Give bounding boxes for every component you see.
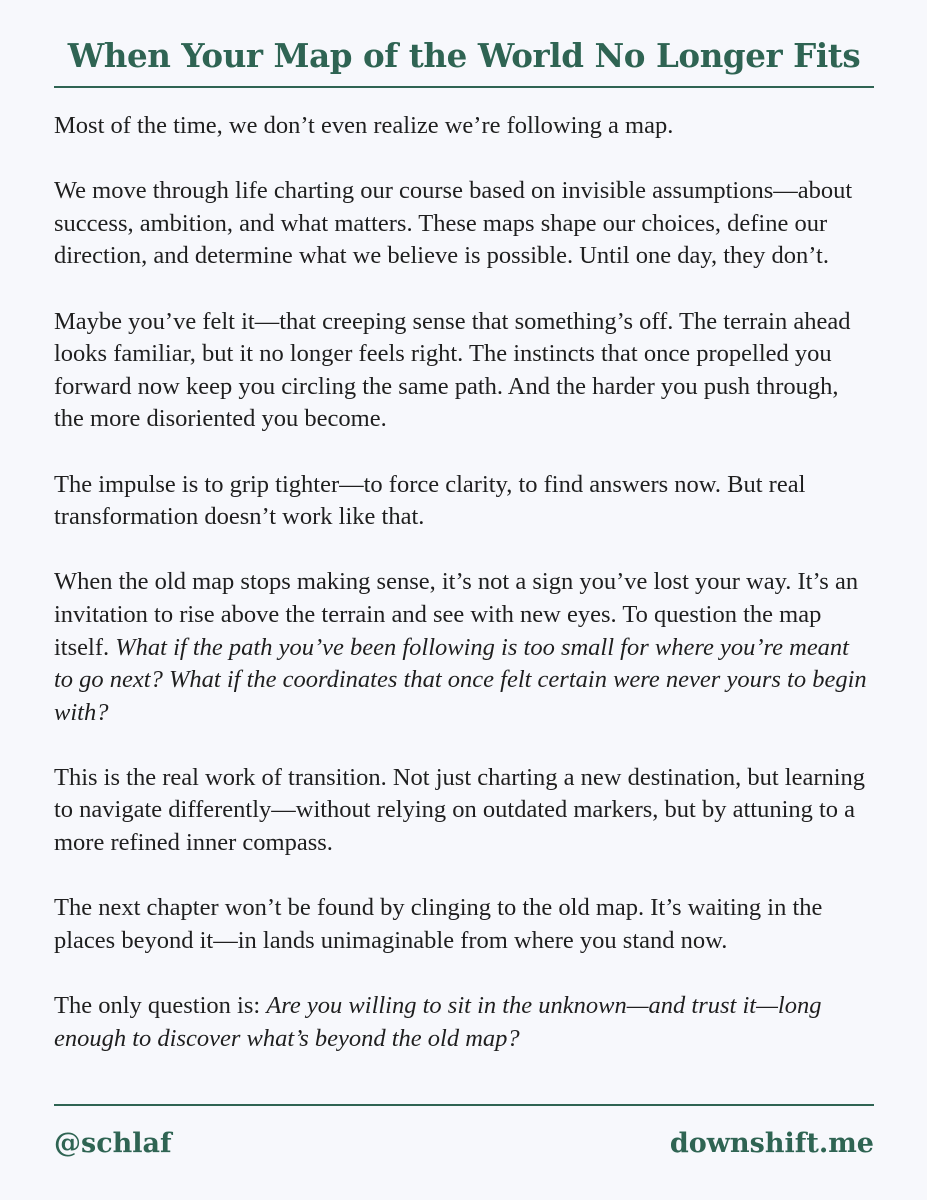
paragraph-7: The next chapter won’t be found by clinging to the old map. It’s waiting in the places beyond it—in lands unimaginable from where you stand now. (54, 894, 823, 954)
title-divider (54, 86, 874, 88)
paragraph-8 (54, 990, 874, 1055)
paragraph-5 (54, 566, 874, 729)
website-link: downshift.me (669, 1127, 874, 1159)
paragraph-1: Most of the time, we don’t even realize we’re following a map. (54, 112, 674, 139)
paragraph-3: Maybe you’ve felt it—that creeping sense that something’s off. The terrain ahead looks familiar, but it no longer feels right. The instincts that once propelled you forward now keep you circling the same path. And the harder you push through, the more disoriented you become. (54, 307, 851, 433)
paragraph-5-italic-question: What if the path you’ve been following is too small for where you’re meant to go next? What if the coordinates that once felt certain were never yours to begin with? (54, 633, 867, 726)
article-body (54, 110, 874, 1055)
author-handle: @schlaf (54, 1127, 172, 1159)
paragraph-2: We move through life charting our course based on invisible assumptions—about success, ambition, and what matters. These maps shape our choices, define our direction, and determine what we believe is possible. Until one day, they don’t. (54, 177, 853, 270)
document-page (54, 0, 874, 1200)
footer-divider (54, 1104, 874, 1106)
paragraph-5-text: When the old map stops making sense, it’s not a sign you’ve lost your way. It’s an invitation to rise above the terrain and see with new eyes. To question the map itself. (54, 568, 859, 661)
paragraph-6: This is the real work of transition. Not just charting a new destination, but learning to navigate differently—without relying on outdated markers, but by attuning to a more refined inner compass. (54, 763, 866, 857)
paragraph-4: The impulse is to grip tighter—to force clarity, to find answers now. But real transformation doesn’t work like that. (54, 470, 806, 531)
paragraph-8-italic-question: Are you willing to sit in the unknown—and trust it—long enough to discover what’s beyond the old map? (54, 992, 822, 1052)
footer (54, 1118, 874, 1168)
page-title: When Your Map of the World No Longer Fits (67, 36, 861, 75)
paragraph-8-text: The only question is: (54, 992, 267, 1020)
